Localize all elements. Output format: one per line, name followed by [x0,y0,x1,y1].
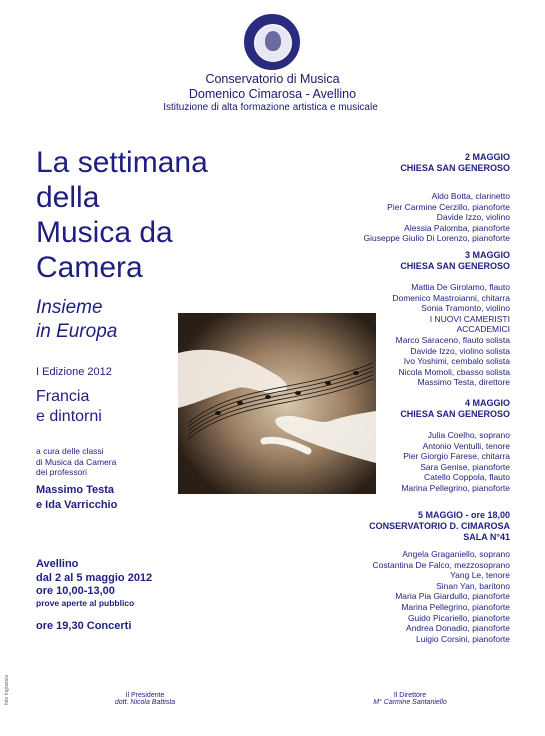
performer: Marina Pellegrino, pianoforte [401,601,510,612]
rehearsal-note: prove aperte al pubblico [36,598,135,608]
concert-venue: CHIESA SAN GENEROSO [400,409,510,419]
performer: Antonio Ventulli, tenore [422,440,510,451]
seal-portrait-icon [265,31,281,51]
president-title: Il Presidente [125,692,165,699]
performer: Angela Graganiello, soprano [402,549,510,559]
concert-room: SALA N°41 [463,532,510,542]
seal-inner [254,24,292,62]
concert-date: 2 MAGGIO [464,152,510,162]
performer: Alessia Palomba, pianoforte [404,222,510,233]
photo-credit: foto Ingrassia [4,674,10,705]
performer: Domenico Mastroianni, chitarra [392,292,510,303]
performer: Luigio Corsini, pianoforte [415,633,510,644]
performer: Davide Izzo, violino solista [410,345,510,356]
ensemble-name: I NUOVI CAMERISTI [429,313,510,324]
ensemble-name: ACCADEMICI [456,324,510,335]
institution-name: Conservatorio di Musica [205,72,340,86]
performer: Davide Izzo, violino [436,212,510,223]
performer: Guido Picariello, pianoforte [407,612,510,623]
performer: Julia Coelho, soprano [427,430,510,440]
concert-day-1 [330,152,510,244]
performer: Marina Pellegrino, pianoforte [401,482,510,493]
performer: Aldo Botta, clarinetto [431,191,510,201]
conservatory-seal [244,14,300,70]
performer: Ivo Yoshimi, cembalo solista [403,356,510,367]
performer: Mattia De Girolamo, flauto [411,282,510,292]
director-name: M° Carmine Santaniello [373,699,447,706]
rehearsal-time: ore 10,00-13,00 [36,585,115,597]
theme-title: Francia e dintorni [36,388,102,425]
director-title: Il Direttore [393,692,427,699]
performer: Sara Genise, pianoforte [420,461,510,472]
performer: Pier Carmine Cerzillo, pianoforte [387,201,510,212]
performer: Marco Saraceno, flauto solista [395,334,510,345]
performer: Costantina De Falco, mezzosoprano [372,559,510,570]
concert-day-4 [330,510,510,644]
performer: Nicola Momoli, cbasso solista [398,366,510,377]
concert-venue: CONSERVATORIO D. CIMAROSA [369,521,510,531]
performer: Andrea Donadio, pianoforte [406,623,510,634]
event-dates: Avellino dal 2 al 5 maggio 2012 [36,558,153,584]
institution-subname: Domenico Cimarosa - Avellino [188,87,357,101]
performer: Sonia Tramonto, violino [421,303,510,314]
performer: Maria Pia Giardullo, pianoforte [395,591,510,602]
performer: Yang Le, tenore [450,570,510,581]
performer: Pier Giorgio Farese, chitarra [403,451,510,462]
concert-date: 3 MAGGIO [464,250,510,260]
president-name: dott. Nicola Battista [114,699,176,706]
curated-by: a cura delle classi di Musica da Camera dei professori [36,446,117,477]
concert-date: 4 MAGGIO [464,398,510,408]
conductor: Massimo Testa, direttore [417,377,510,388]
institution-tagline: Istituzione di alta formazione artistica e musicale [163,102,378,113]
performer: Catello Coppola, flauto [423,472,510,483]
edition-label: I Edizione 2012 [36,366,112,378]
concert-day-2 [330,250,510,388]
performer: Sinan Yan, baritono [436,580,510,591]
president-signature [90,692,200,706]
concert-day-3 [330,398,510,494]
performer: Giuseppe Giulio Di Lorenzo, pianoforte [363,233,510,244]
concert-venue: CHIESA SAN GENEROSO [400,261,510,271]
professors-names: Massimo Testa e Ida Varricchio [36,484,118,511]
concert-venue: CHIESA SAN GENEROSO [400,163,510,173]
poster-title: La settimana della Musica da Camera [36,146,208,284]
concert-time: ore 19,30 Concerti [36,620,132,632]
concert-date: 5 MAGGIO - ore 18,00 [417,510,510,520]
director-signature [350,692,470,706]
poster-subtitle: Insieme in Europa [36,297,118,342]
